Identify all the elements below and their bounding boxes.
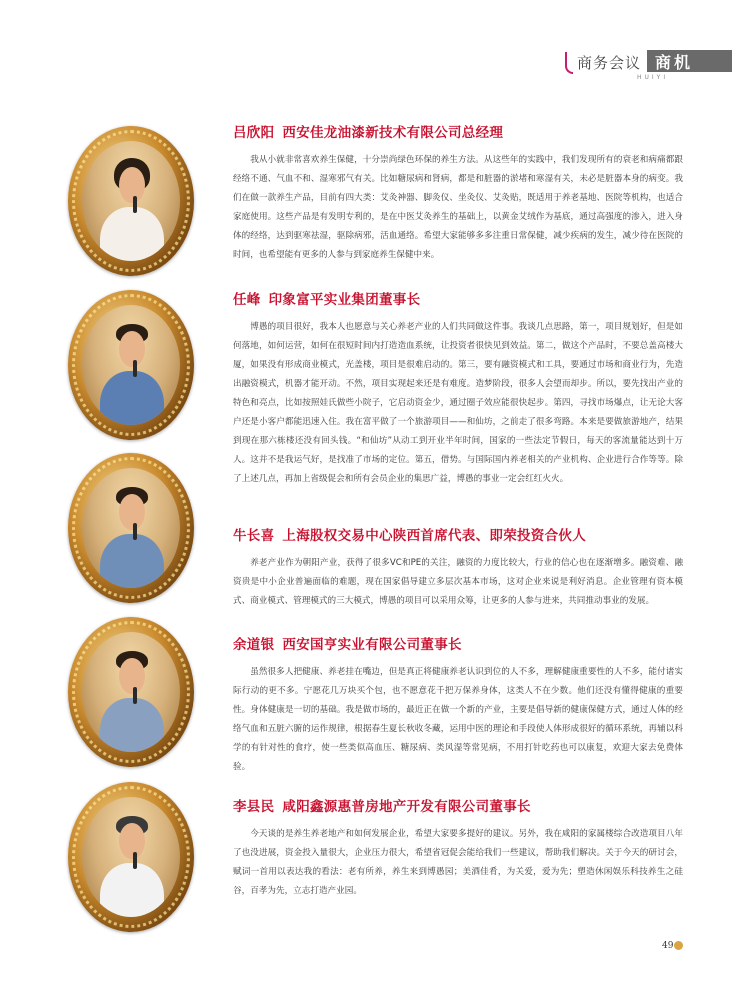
- portrait-photo: [82, 632, 180, 752]
- speaker-organization: 印象富平实业集团董事长: [268, 292, 421, 308]
- speaker-statement: 博愚的项目很好，我本人也愿意与关心养老产业的人们共同做这件事。我谈几点思路，第一，项目规划好，但是如何落地，如何运营，如何在很短时间内打造造血系统，让投资者很快见到效益。第二，做这个产品时，不要总盖高楼大厦，如果没有形成商业模式，光盖楼，项目是很难启动的。第三，要有融资模式和工具，要通过市场和商业行为，先造出融资模式，机器才能开动。不然，项目实现起来还是有难度。造梦阶段，很多人会望而却步。所以，要先找出产业的特色和亮点，比如按照娃氏做些小院子，它启动资金少，通过圈子效应能很快起步。第四，寻找市场爆点，让无论大客户还是小客户都能迅速入住。我在富平做了一个旅游项目——和仙坊，之前走了很多弯路。本来是要做旅游地产，结果到现在那六栋楼还没有回头钱。“和仙坊”从动工到开业半年时间，国家的一些法定节假日，每天的客流量能达到十万人。这并不是我运气好，是找准了市场的定位。第五，借势。与国际国内养老相关的产业机构、企业进行合作等等。除了上述几点，再加上省级促会和所有会员企业的集思广益，博愚的事业一定会红红火火。: [233, 322, 683, 484]
- speaker-name: 余道银: [233, 637, 275, 653]
- speaker-name: 吕欣阳: [233, 125, 275, 141]
- page-number-text: 49: [662, 941, 674, 951]
- speaker-section-4: [233, 633, 683, 777]
- speaker-heading: [233, 795, 683, 815]
- speaker-heading: [233, 633, 683, 653]
- portrait-frame-2: [68, 290, 194, 440]
- speaker-name: 牛长喜: [233, 528, 275, 544]
- speaker-organization: 上海股权交易中心陕西首席代表、即荣投资合伙人: [282, 528, 587, 544]
- speaker-section-3: [233, 524, 683, 611]
- portrait-frame-4: [68, 617, 194, 767]
- speaker-name: 李县民: [233, 799, 275, 815]
- section-header: [565, 50, 732, 80]
- portrait-frame-1: [68, 126, 194, 276]
- speaker-statement: 虽然很多人把健康、养老挂在嘴边，但是真正将健康养老认识到位的人不多，理解健康重要性的人不多，能付诸实际行动的更不多。宁愿花几万块买个包，也不愿意花千把万保养身体，这类人不在少数。他们还没有懂得健康的重要性。身体健康是一切的基础。我是做市场的，最近正在做一个新的产业，主要是倡导新的健康保健方式，通过人体的经络气血和五脏六腑的运作规律，根据春生夏长秋收冬藏，运用中医的理论和手段使人体形成很好的循环系统，再辅以科学的有针对性的食疗，使一些类似高血压、糖尿病、类风湿等常见病，不用打针吃药也可以康复，欢迎大家去免费体验。: [233, 667, 683, 772]
- header-bracket-ornament: [565, 52, 573, 74]
- speaker-organization: 西安国亨实业有限公司董事长: [282, 637, 462, 653]
- speaker-section-5: [233, 795, 683, 901]
- speaker-heading: [233, 288, 683, 308]
- speaker-section-2: [233, 288, 683, 489]
- speaker-heading: [233, 524, 683, 544]
- speaker-organization: 西安佳龙油漆新技术有限公司总经理: [282, 125, 504, 141]
- speaker-statement: 养老产业作为朝阳产业，获得了很多VC和PE的关注，融资的力度比较大，行业的信心也在逐渐增多。融资难、融资贵是中小企业普遍面临的难题，现在国家倡导建立多层次基本市场，这对企业来说是利好消息。企业管理有资本模式、商业模式、管理模式的三大模式，博愚的项目可以采用众筹，让更多的人参与进来，共同推动事业的发展。: [233, 558, 683, 606]
- speaker-section-1: [233, 121, 683, 265]
- portrait-frame-3: [68, 453, 194, 603]
- speaker-statement: 我从小就非常喜欢养生保健，十分崇尚绿色环保的养生方法。从这些年的实践中，我们发现所有的衰老和病痛都跟经络不通、气血不和、湿寒邪气有关。比如糖尿病和肾病，都是和脏器的淤堵和寒湿有关，未必是脏器本身的病变。我们在做一款养生产品，目前有四大类：艾灸神器、脚灸仪、坐灸仪、艾灸贴，既适用于养老基地、医院等机构，也适合家庭使用。这些产品是有发明专利的，是在中医艾灸养生的基础上，以黄金艾绒作为基底，通过高强度的渗入，进入身体的经络，达到驱寒祛湿，驱除病邪，活血通络。希望大家能够多多注重日常保健，减少疾病的发生，减少待在医院的时间，也希望能有更多的人参与到家庭养生保健中来。: [233, 155, 683, 260]
- page-number: [662, 941, 683, 951]
- speaker-statement: 今天谈的是养生养老地产和如何发展企业，希望大家要多提好的建议。另外，我在咸阳的家属楼综合改造项目八年了也没进展，资金投入量很大，企业压力很大，希望省冠促会能给我们一些建议，帮助我们解决。关于今天的研讨会，赋词一首用以表达我的看法：老有所养，养生来到博愚园；美酒佳肴，为关爱，爱为先；塑造休闲娱乐科技养生之硅谷，百孝为先，立志打造产业园。: [233, 829, 683, 896]
- speaker-organization: 咸阳鑫源惠普房地产开发有限公司董事长: [282, 799, 531, 815]
- page-dot-icon: [674, 941, 683, 950]
- portrait-frame-5: [68, 782, 194, 932]
- portrait-photo: [82, 797, 180, 917]
- portrait-photo: [82, 468, 180, 588]
- header-pinyin: HUIYI: [637, 74, 669, 81]
- speaker-name: 任峰: [233, 292, 261, 308]
- header-title: 商务会议: [577, 54, 642, 72]
- header-label: 商机: [655, 53, 694, 72]
- speaker-heading: [233, 121, 683, 141]
- portrait-photo: [82, 141, 180, 261]
- portrait-photo: [82, 305, 180, 425]
